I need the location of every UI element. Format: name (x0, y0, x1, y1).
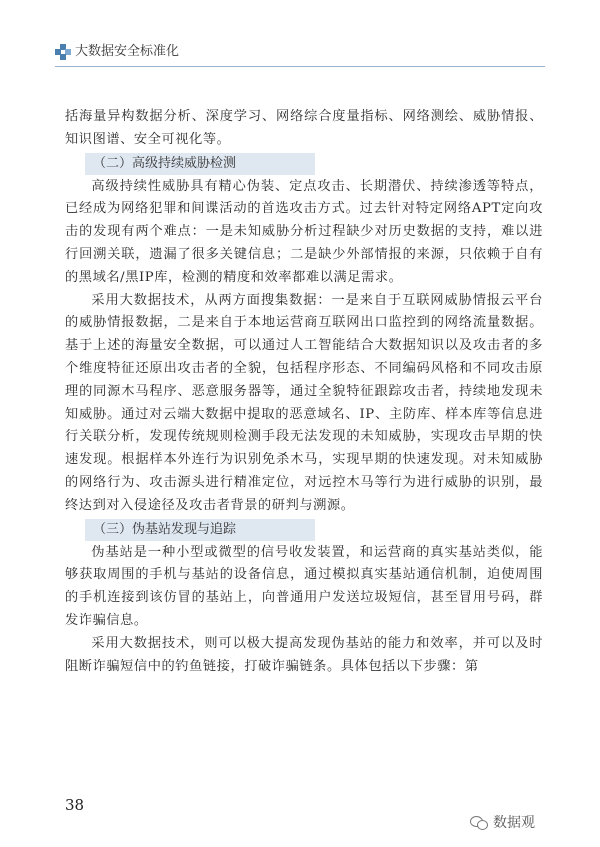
header-title: 大数据安全标准化 (75, 44, 180, 59)
page-body (65, 106, 543, 678)
paragraph-apt-1: 高级持续性威胁具有精心伪装、定点攻击、长期潜伏、持续渗透等特点，已经成为网络犯罪和间谍活动的首选攻击方式。过去针对特定网络APT定向攻击的发现有两个难点：一是未知威胁分析过程缺少对历史数据的支持，难以进行回溯关联，遗漏了很多关键信息；二是缺少外部情报的来源，只依赖于自有的黑域名/黑IP库，检测的精度和效率都难以满足需求。 (65, 178, 543, 285)
header-divider (55, 66, 545, 67)
diamond-squares-logo-icon (55, 44, 71, 60)
section-heading-apt-text: （二）高级持续威胁检测 (93, 155, 237, 171)
paragraph-intro: 括海量异构数据分析、深度学习、网络综合度量指标、网络测绘、威胁情报、知识图谱、安全可视化等。 (65, 109, 543, 147)
watermark-text: 数据观 (493, 815, 535, 831)
section-heading-apt (85, 153, 315, 175)
paragraph-apt-2: 采用大数据技术，从两方面搜集数据：一是来自于互联网威胁情报云平台的威胁情报数据，二是来自于本地运营商互联网出口监控到的网络流量数据。基于上述的海量安全数据，可以通过人工智能结合大数据知识以及攻击者的多个维度特征还原出攻击者的全貌，包括程序形态、不同编码风格和不同攻击原理的同源木马程序、恶意服务器等，通过全貌特征跟踪攻击者，持续地发现未知威胁。通过对云端大数据中提取的恶意域名、IP、主防库、样本库等信息进行关联分析，发现传统规则检测手段无法发现的未知威胁，实现攻击早期的快速发现。根据样本外连行为识别免杀木马，实现早期的快速发现。对未知威胁的网络行为、攻击源头进行精准定位，对远控木马等行为进行威胁的识别，最终达到对入侵途径及攻击者背景的研判与溯源。 (65, 292, 543, 513)
wechat-icon (470, 816, 488, 830)
paragraph-bts-1: 伪基站是一种小型或微型的信号收发装置，和运营商的真实基站类似，能够获取周围的手机与基站的设备信息，通过模拟真实基站通信机制，迫使周围的手机连接到该仿冒的基站上，向普通用户发送垃圾短信，甚至冒用号码，群发诈骗信息。 (65, 544, 543, 628)
watermark (470, 812, 535, 834)
section-heading-fake-bts-text: （三）伪基站发现与追踪 (93, 521, 237, 537)
section-heading-fake-bts (85, 519, 315, 541)
page-number: 38 (65, 796, 85, 814)
running-header (55, 42, 545, 64)
paragraph-bts-2: 采用大数据技术，则可以极大提高发现伪基站的能力和效率，并可以及时阻断诈骗短信中的钓鱼链接，打破诈骗链条。具体包括以下步骤：第 (65, 635, 543, 674)
